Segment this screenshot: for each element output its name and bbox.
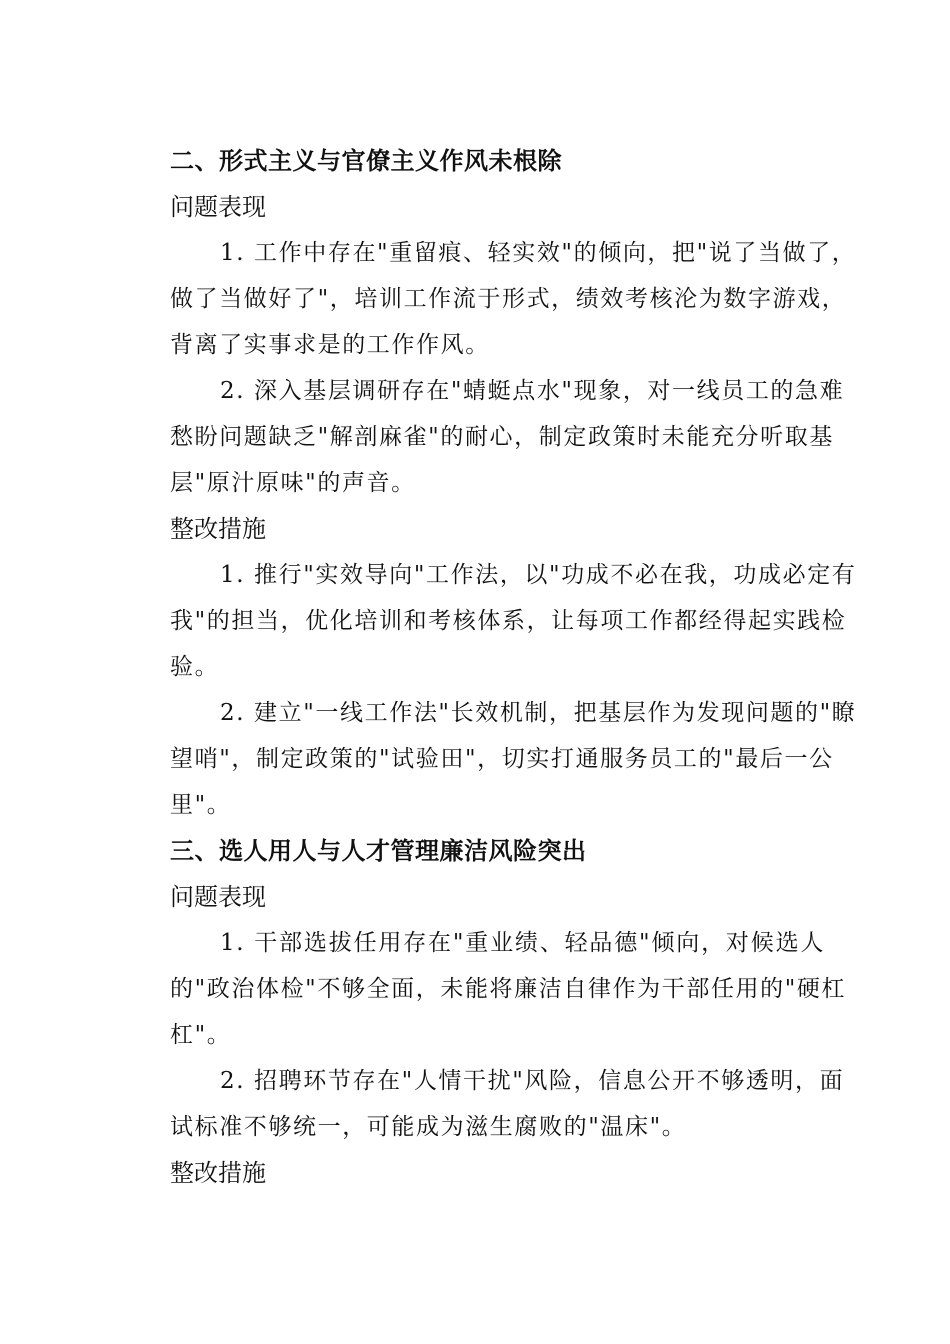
problem-item-1 — [120, 230, 857, 368]
section-heading: 二、形式主义与官僚主义作风未根除 — [170, 147, 562, 175]
section-two — [120, 138, 857, 828]
text-line: 2. 深入基层调研存在"蜻蜓点水"现象，对一线员工的急难 — [220, 378, 845, 404]
document-body — [120, 138, 857, 1196]
text-line: 试标准不够统一，可能成为滋生腐败的"温床"。 — [170, 1114, 687, 1140]
problem-item-2 — [120, 1058, 845, 1150]
problem-item-1 — [120, 920, 847, 1058]
text-line: 1. 工作中存在"重留痕、轻实效"的倾向，把"说了当做了， — [220, 240, 857, 266]
problem-label: 问题表现 — [170, 193, 266, 221]
text-line: 2. 建立"一线工作法"长效机制，把基层作为发现问题的"瞭 — [220, 700, 857, 726]
text-line: 1. 干部选拔任用存在"重业绩、轻品德"倾向，对候选人 — [220, 930, 825, 956]
text-line: 的"政治体检"不够全面，未能将廉洁自律作为干部任用的"硬杠 — [170, 976, 847, 1002]
text-line: 杠"。 — [170, 1022, 232, 1048]
text-line: 2. 招聘环节存在"人情干扰"风险，信息公开不够透明，面 — [220, 1068, 845, 1094]
measure-item-1 — [120, 552, 857, 690]
text-line: 我"的担当，优化培训和考核体系，让每项工作都经得起实践检 — [170, 608, 847, 634]
section-three — [120, 828, 847, 1196]
measure-label: 整改措施 — [170, 1159, 266, 1187]
text-line: 愁盼问题缺乏"解剖麻雀"的耐心，制定政策时未能充分听取基 — [170, 424, 834, 450]
text-line: 望哨"，制定政策的"试验田"，切实打通服务员工的"最后一公 — [170, 746, 834, 772]
text-line: 背离了实事求是的工作作风。 — [170, 332, 490, 358]
problem-item-2 — [120, 368, 845, 506]
text-line: 做了当做好了"，培训工作流于形式，绩效考核沦为数字游戏， — [170, 286, 847, 312]
text-line: 1. 推行"实效导向"工作法，以"功成不必在我，功成必定有 — [220, 562, 857, 588]
text-line: 验。 — [170, 654, 220, 680]
text-line: 层"原汁原味"的声音。 — [170, 470, 416, 496]
measure-item-2 — [120, 690, 857, 828]
section-heading: 三、选人用人与人才管理廉洁风险突出 — [170, 837, 587, 865]
problem-label: 问题表现 — [170, 883, 266, 911]
measure-label: 整改措施 — [170, 515, 266, 543]
text-line: 里"。 — [170, 792, 232, 818]
